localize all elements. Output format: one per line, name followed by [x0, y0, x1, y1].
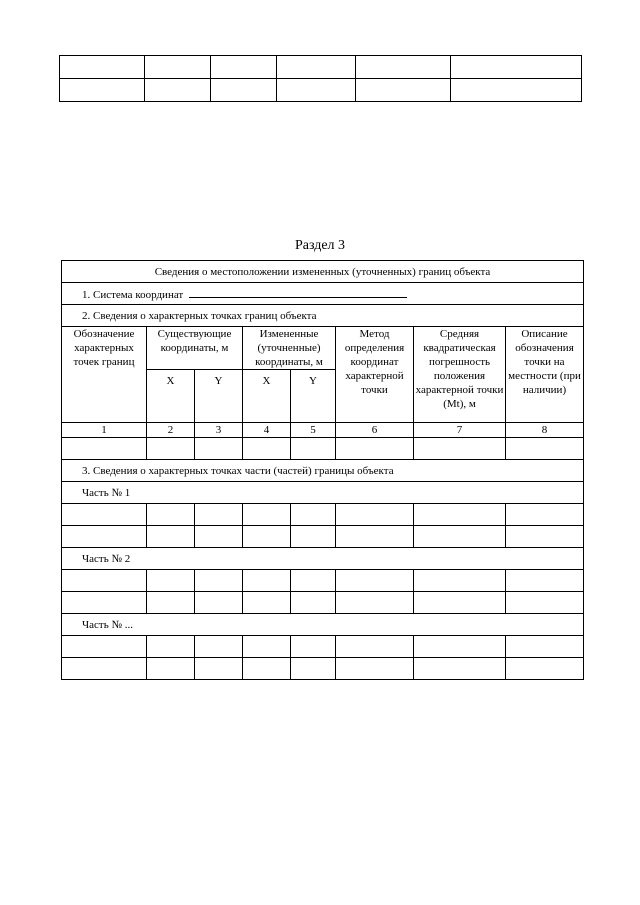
- header-changed-coords: Измененные (уточненные) координаты, м: [243, 327, 336, 370]
- table-cell[interactable]: [414, 636, 506, 658]
- table-cell[interactable]: [291, 504, 336, 526]
- table-row: [62, 570, 584, 592]
- table-cell[interactable]: [243, 526, 291, 548]
- table-cell[interactable]: [414, 526, 506, 548]
- table-cell[interactable]: [414, 570, 506, 592]
- column-numbers-row: [62, 423, 584, 438]
- points-label: 2. Сведения о характерных точках границ объекта: [62, 305, 584, 327]
- table-cell[interactable]: [291, 526, 336, 548]
- table-cell[interactable]: [276, 56, 356, 79]
- table-cell[interactable]: [147, 438, 195, 460]
- table-cell[interactable]: [336, 526, 414, 548]
- column-number: 7: [414, 423, 506, 438]
- table-cell[interactable]: [291, 438, 336, 460]
- table-cell[interactable]: [210, 56, 276, 79]
- table-cell[interactable]: [336, 570, 414, 592]
- column-number: 6: [336, 423, 414, 438]
- table-cell[interactable]: [62, 592, 147, 614]
- table-cell[interactable]: [62, 438, 147, 460]
- table-cell[interactable]: [144, 56, 210, 79]
- header-y-existing: Y: [195, 370, 243, 423]
- table-cell[interactable]: [195, 438, 243, 460]
- table-row: [62, 658, 584, 680]
- header-description: Описание обозначения точки на местности (при наличии): [506, 327, 584, 423]
- table-row: [60, 79, 582, 102]
- table-cell[interactable]: [60, 79, 145, 102]
- table-cell[interactable]: [243, 592, 291, 614]
- table-cell[interactable]: [195, 570, 243, 592]
- table-cell[interactable]: [147, 504, 195, 526]
- column-number: 8: [506, 423, 584, 438]
- table-cell[interactable]: [243, 636, 291, 658]
- table-cell[interactable]: [506, 658, 584, 680]
- table-cell[interactable]: [356, 56, 451, 79]
- part-1-row: [62, 482, 584, 504]
- table-cell[interactable]: [291, 570, 336, 592]
- table-cell[interactable]: [336, 658, 414, 680]
- part-3-label: Часть № ...: [62, 614, 584, 636]
- parts-label: 3. Сведения о характерных точках части (частей) границы объекта: [62, 460, 584, 482]
- table-heading: Сведения о местоположении измененных (уточненных) границ объекта: [62, 261, 584, 283]
- table-cell[interactable]: [506, 504, 584, 526]
- table-cell[interactable]: [506, 592, 584, 614]
- table-cell[interactable]: [451, 79, 582, 102]
- table-cell[interactable]: [414, 592, 506, 614]
- table-cell[interactable]: [62, 504, 147, 526]
- table-cell[interactable]: [291, 592, 336, 614]
- table-cell[interactable]: [291, 658, 336, 680]
- previous-section-table: [59, 55, 582, 102]
- table-cell[interactable]: [451, 56, 582, 79]
- table-row: [62, 636, 584, 658]
- table-cell[interactable]: [195, 504, 243, 526]
- header-row-1: [62, 327, 584, 370]
- table-row: [62, 526, 584, 548]
- table-cell[interactable]: [243, 570, 291, 592]
- table-cell[interactable]: [356, 79, 451, 102]
- table-cell[interactable]: [60, 56, 145, 79]
- table-heading-row: [62, 261, 584, 283]
- table-cell[interactable]: [62, 526, 147, 548]
- column-number: 1: [62, 423, 147, 438]
- table-cell[interactable]: [506, 636, 584, 658]
- table-cell[interactable]: [62, 570, 147, 592]
- table-cell[interactable]: [144, 79, 210, 102]
- header-x-existing: X: [147, 370, 195, 423]
- column-number: 5: [291, 423, 336, 438]
- coord-system-blank[interactable]: [189, 286, 407, 298]
- header-method: Метод определения координат характерной точки: [336, 327, 414, 423]
- column-number: 2: [147, 423, 195, 438]
- table-cell[interactable]: [62, 658, 147, 680]
- table-cell[interactable]: [195, 636, 243, 658]
- table-cell[interactable]: [336, 592, 414, 614]
- table-cell[interactable]: [414, 504, 506, 526]
- section-title: Раздел 3: [294, 238, 346, 253]
- header-existing-coords: Существующие координаты, м: [147, 327, 243, 370]
- table-cell[interactable]: [243, 658, 291, 680]
- part-3-row: [62, 614, 584, 636]
- table-cell[interactable]: [195, 592, 243, 614]
- table-row: [62, 504, 584, 526]
- header-mean-error: Средняя квадратическая погрешность положения характерной точки (Mt), м: [414, 327, 506, 423]
- table-cell[interactable]: [336, 438, 414, 460]
- table-cell[interactable]: [147, 592, 195, 614]
- coord-system-label: 1. Система координат: [82, 288, 184, 301]
- table-cell[interactable]: [276, 79, 356, 102]
- table-row: [62, 592, 584, 614]
- table-cell[interactable]: [506, 526, 584, 548]
- column-number: 3: [195, 423, 243, 438]
- table-cell[interactable]: [414, 438, 506, 460]
- part-1-label: Часть № 1: [62, 482, 584, 504]
- part-2-label: Часть № 2: [62, 548, 584, 570]
- table-cell[interactable]: [336, 636, 414, 658]
- parts-label-row: [62, 460, 584, 482]
- table-cell[interactable]: [210, 79, 276, 102]
- part-2-row: [62, 548, 584, 570]
- header-x-changed: X: [243, 370, 291, 423]
- coord-system-row: [62, 283, 584, 305]
- table-cell[interactable]: [291, 636, 336, 658]
- column-number: 4: [243, 423, 291, 438]
- table-cell[interactable]: [195, 658, 243, 680]
- table-row: [60, 56, 582, 79]
- table-row: [62, 438, 584, 460]
- table-cell[interactable]: [147, 570, 195, 592]
- header-y-changed: Y: [291, 370, 336, 423]
- header-point-designation: Обозначение характерных точек границ: [62, 327, 147, 423]
- coord-system-field[interactable]: [62, 283, 584, 305]
- table-cell[interactable]: [506, 570, 584, 592]
- table-cell[interactable]: [147, 636, 195, 658]
- table-cell[interactable]: [195, 526, 243, 548]
- table-cell[interactable]: [243, 504, 291, 526]
- table-cell[interactable]: [414, 658, 506, 680]
- table-cell[interactable]: [336, 504, 414, 526]
- table-cell[interactable]: [147, 658, 195, 680]
- table-cell[interactable]: [147, 526, 195, 548]
- boundary-points-table: [61, 260, 584, 680]
- table-cell[interactable]: [243, 438, 291, 460]
- points-label-row: [62, 305, 584, 327]
- table-cell[interactable]: [62, 636, 147, 658]
- table-cell[interactable]: [506, 438, 584, 460]
